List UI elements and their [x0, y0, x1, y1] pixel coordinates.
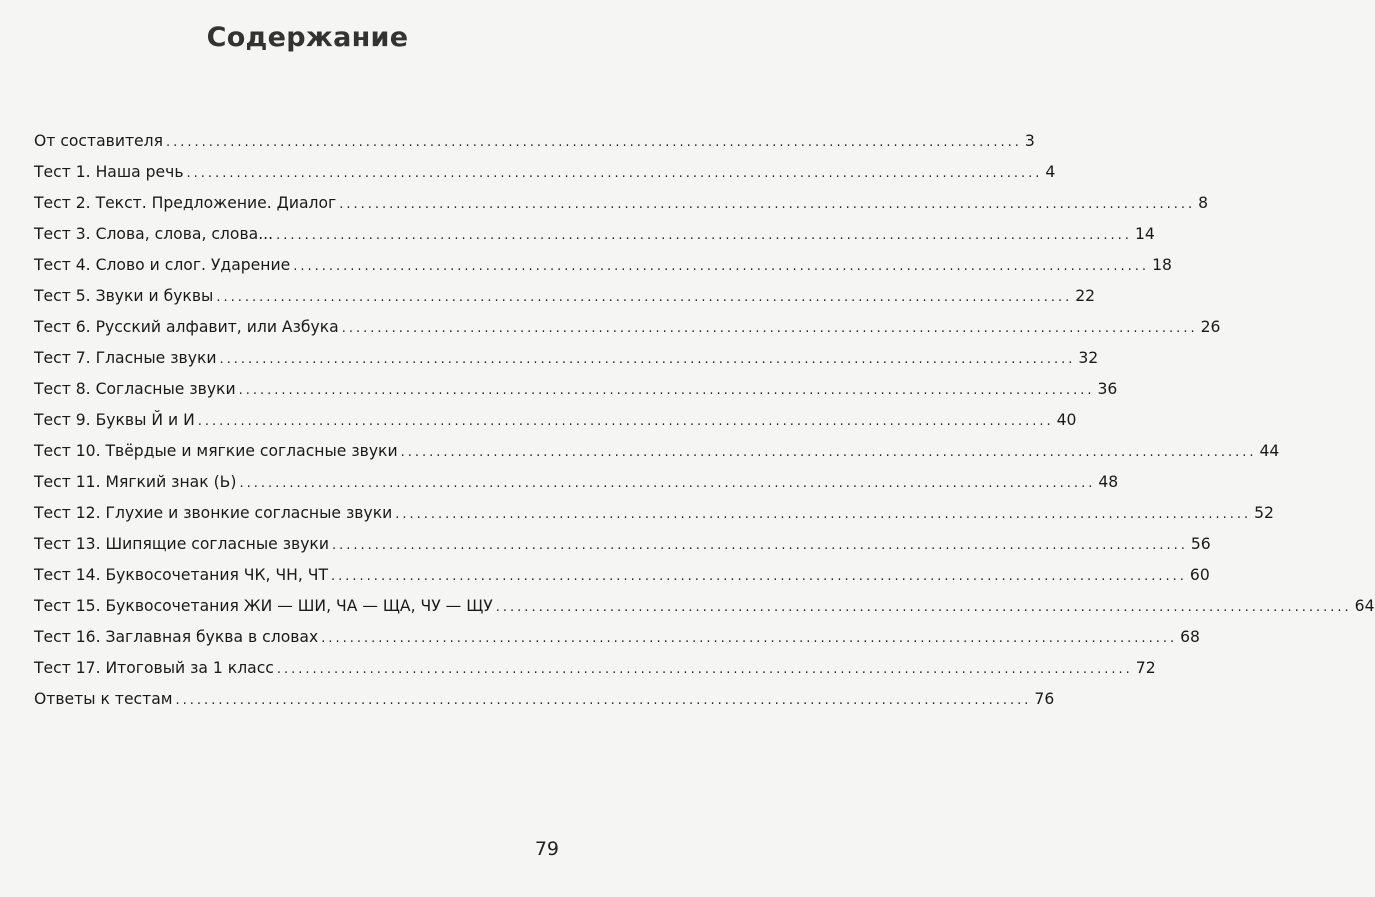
toc-leader-dots: ........................................................................................................................: [293, 259, 1150, 274]
toc-row-label: Тест 4. Слово и слог. Ударение: [34, 256, 291, 274]
toc-leader-dots: ........................................................................................................................: [400, 445, 1257, 460]
toc-row-label: Тест 10. Твёрдые и мягкие согласные звуки: [34, 442, 398, 460]
toc-leader-dots: ........................................................................................................................: [276, 662, 1133, 677]
toc-row: [34, 219, 1155, 250]
toc-leader-dots: ........................................................................................................................: [216, 290, 1073, 305]
toc-row-page: 48: [1098, 473, 1119, 491]
toc-row-label: Тест 8. Согласные звуки: [34, 380, 236, 398]
toc-row: [34, 653, 1156, 684]
toc-row-label: Тест 14. Буквосочетания ЧК, ЧН, ЧТ: [34, 566, 329, 584]
toc-row-label: Тест 9. Буквы Й и И: [34, 411, 195, 429]
toc-row: [34, 281, 1096, 312]
toc-row: [34, 622, 1200, 653]
toc-row-page: 52: [1254, 504, 1274, 522]
toc-leader-dots: ........................................................................................................................: [219, 352, 1076, 367]
toc-row-label: Тест 6. Русский алфавит, или Азбука: [34, 318, 339, 336]
toc-row-label: Тест 1. Наша речь: [34, 163, 184, 181]
toc-row: [34, 684, 1055, 715]
toc-row: [34, 436, 1280, 467]
toc-leader-dots: ........................................................................................................................: [276, 228, 1132, 243]
toc-row-page: 22: [1075, 287, 1096, 305]
toc-row: [34, 591, 1375, 622]
toc-row-page: 68: [1180, 628, 1200, 646]
toc-row-page: 4: [1045, 163, 1056, 181]
toc-row-page: 72: [1135, 659, 1156, 677]
toc-row-label: Тест 13. Шипящие согласные звуки: [34, 535, 329, 553]
toc-leader-dots: ........................................................................................................................: [166, 135, 1022, 150]
toc-row-page: 14: [1134, 225, 1155, 243]
toc-row: [34, 126, 1035, 157]
toc-row: [34, 188, 1209, 219]
toc-leader-dots: ........................................................................................................................: [495, 600, 1352, 615]
toc-row: [34, 374, 1118, 405]
toc-row: [34, 498, 1274, 529]
toc-leader-dots: ........................................................................................................................: [175, 693, 1032, 708]
toc-row-page: 60: [1189, 566, 1210, 584]
toc-row: [34, 529, 1211, 560]
toc-row-page: 32: [1078, 349, 1099, 367]
toc-row: [34, 405, 1077, 436]
toc-row-page: 36: [1097, 380, 1118, 398]
toc-row-page: 64: [1354, 597, 1375, 615]
toc-row-label: Тест 12. Глухие и звонкие согласные звуки: [34, 504, 393, 522]
toc-leader-dots: ........................................................................................................................: [239, 476, 1096, 491]
toc-row-label: От составителя: [34, 132, 163, 150]
toc-row: [34, 250, 1172, 281]
toc-leader-dots: ........................................................................................................................: [331, 538, 1188, 553]
toc-leader-dots: ........................................................................................................................: [331, 569, 1187, 584]
toc-row-page: 26: [1200, 318, 1221, 336]
toc-row-page: 44: [1259, 442, 1280, 460]
toc-row-label: Тест 5. Звуки и буквы: [34, 287, 214, 305]
table-of-contents: [34, 126, 1375, 715]
toc-row-label: Тест 2. Текст. Предложение. Диалог: [34, 194, 337, 212]
toc-leader-dots: ........................................................................................................................: [197, 414, 1054, 429]
toc-leader-dots: ........................................................................................................................: [341, 321, 1198, 336]
toc-row-page: 40: [1056, 411, 1077, 429]
toc-leader-dots: ........................................................................................................................: [339, 197, 1196, 212]
toc-leader-dots: ........................................................................................................................: [186, 166, 1043, 181]
toc-row-page: 56: [1190, 535, 1211, 553]
toc-row: [34, 467, 1119, 498]
page-number: 79: [534, 838, 559, 860]
page-title: Содержание: [206, 22, 409, 53]
toc-row: [34, 560, 1210, 591]
toc-row-label: Ответы к тестам: [34, 690, 173, 708]
toc-row-label: Тест 7. Гласные звуки: [34, 349, 217, 367]
toc-row-label: Тест 15. Буквосочетания ЖИ — ШИ, ЧА — ЩА, ЧУ — ЩУ: [34, 597, 493, 615]
toc-leader-dots: ........................................................................................................................: [395, 507, 1252, 522]
toc-leader-dots: ........................................................................................................................: [321, 631, 1178, 646]
toc-row: [34, 343, 1099, 374]
toc-row: [34, 312, 1221, 343]
toc-row-label: Тест 11. Мягкий знак (Ь): [34, 473, 237, 491]
toc-leader-dots: ........................................................................................................................: [238, 383, 1095, 398]
toc-row-page: 3: [1024, 132, 1035, 150]
toc-row-label: Тест 3. Слова, слова, слова...: [34, 225, 274, 243]
toc-row-page: 8: [1198, 194, 1209, 212]
toc-row-page: 18: [1152, 256, 1172, 274]
toc-row-page: 76: [1034, 690, 1055, 708]
toc-row: [34, 157, 1056, 188]
toc-row-label: Тест 16. Заглавная буква в словах: [34, 628, 319, 646]
toc-row-label: Тест 17. Итоговый за 1 класс: [34, 659, 274, 677]
